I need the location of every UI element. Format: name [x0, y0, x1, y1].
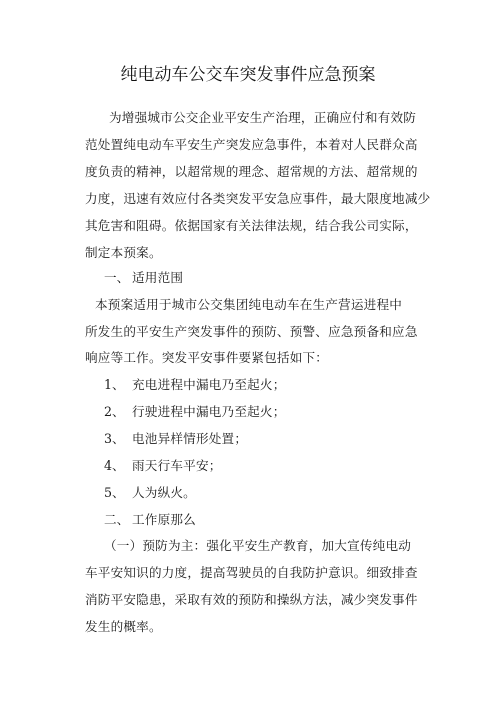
intro-line: 制定本预案。 [85, 245, 162, 260]
list-item-text: 充电进程中漏电乃至起火； [132, 377, 286, 392]
section-1-line: 本预案适用于城市公交集团纯电动车在生产营运进程中 [95, 297, 403, 312]
intro-line: 其危害和阻碍。依据国家有关法律法规，结合我公司实际， [85, 218, 418, 233]
section-1-number: 一、 [104, 270, 130, 285]
section-2-heading: 工作原那么 [132, 512, 196, 527]
list-item-number: 1、 [104, 377, 125, 392]
list-item-text: 电池异样情形处置； [132, 431, 248, 446]
section-2-line: 发生的概率。 [85, 619, 162, 634]
section-1-line: 所发生的平安生产突发事件的预防、预警、应急预备和应急 [85, 324, 418, 339]
section-2-line: 消防平安隐患，采取有效的预防和操纵方法，减少突发事件 [85, 592, 418, 607]
section-2-line: 车平安知识的力度，提高驾驶员的自我防护意识。细致排查 [85, 565, 418, 580]
intro-line: 为增强城市公交企业平安生产治理，正确应付和有效防 [109, 110, 417, 125]
list-item-text: 行驶进程中漏电乃至起火； [132, 404, 286, 419]
list-item-number: 5、 [104, 485, 125, 500]
document-title: 纯电动车公交车突发事件应急预案 [120, 65, 376, 85]
section-1-line: 响应等工作。突发平安事件要紧包括如下： [85, 350, 329, 365]
list-item-text: 人为纵火。 [132, 485, 196, 500]
list-item-number: 2、 [104, 404, 125, 419]
section-1-heading: 适用范围 [132, 270, 184, 285]
intro-line: 范处置纯电动车平安生产突发应急事件，本着对人民群众高 [85, 137, 418, 152]
section-2-line: （一）预防为主：强化平安生产教育，加大宣传纯电动 [104, 538, 412, 553]
list-item-text: 雨天行车平安； [132, 458, 222, 473]
intro-line: 度负责的精神，以超常规的理念、超常规的方法、超常规的 [85, 164, 418, 179]
list-item-number: 4、 [104, 458, 125, 473]
section-2-number: 二、 [104, 512, 130, 527]
intro-line: 力度，迅速有效应付各类突发平安急应事件，最大限度地减少 [85, 191, 431, 206]
list-item-number: 3、 [104, 431, 125, 446]
